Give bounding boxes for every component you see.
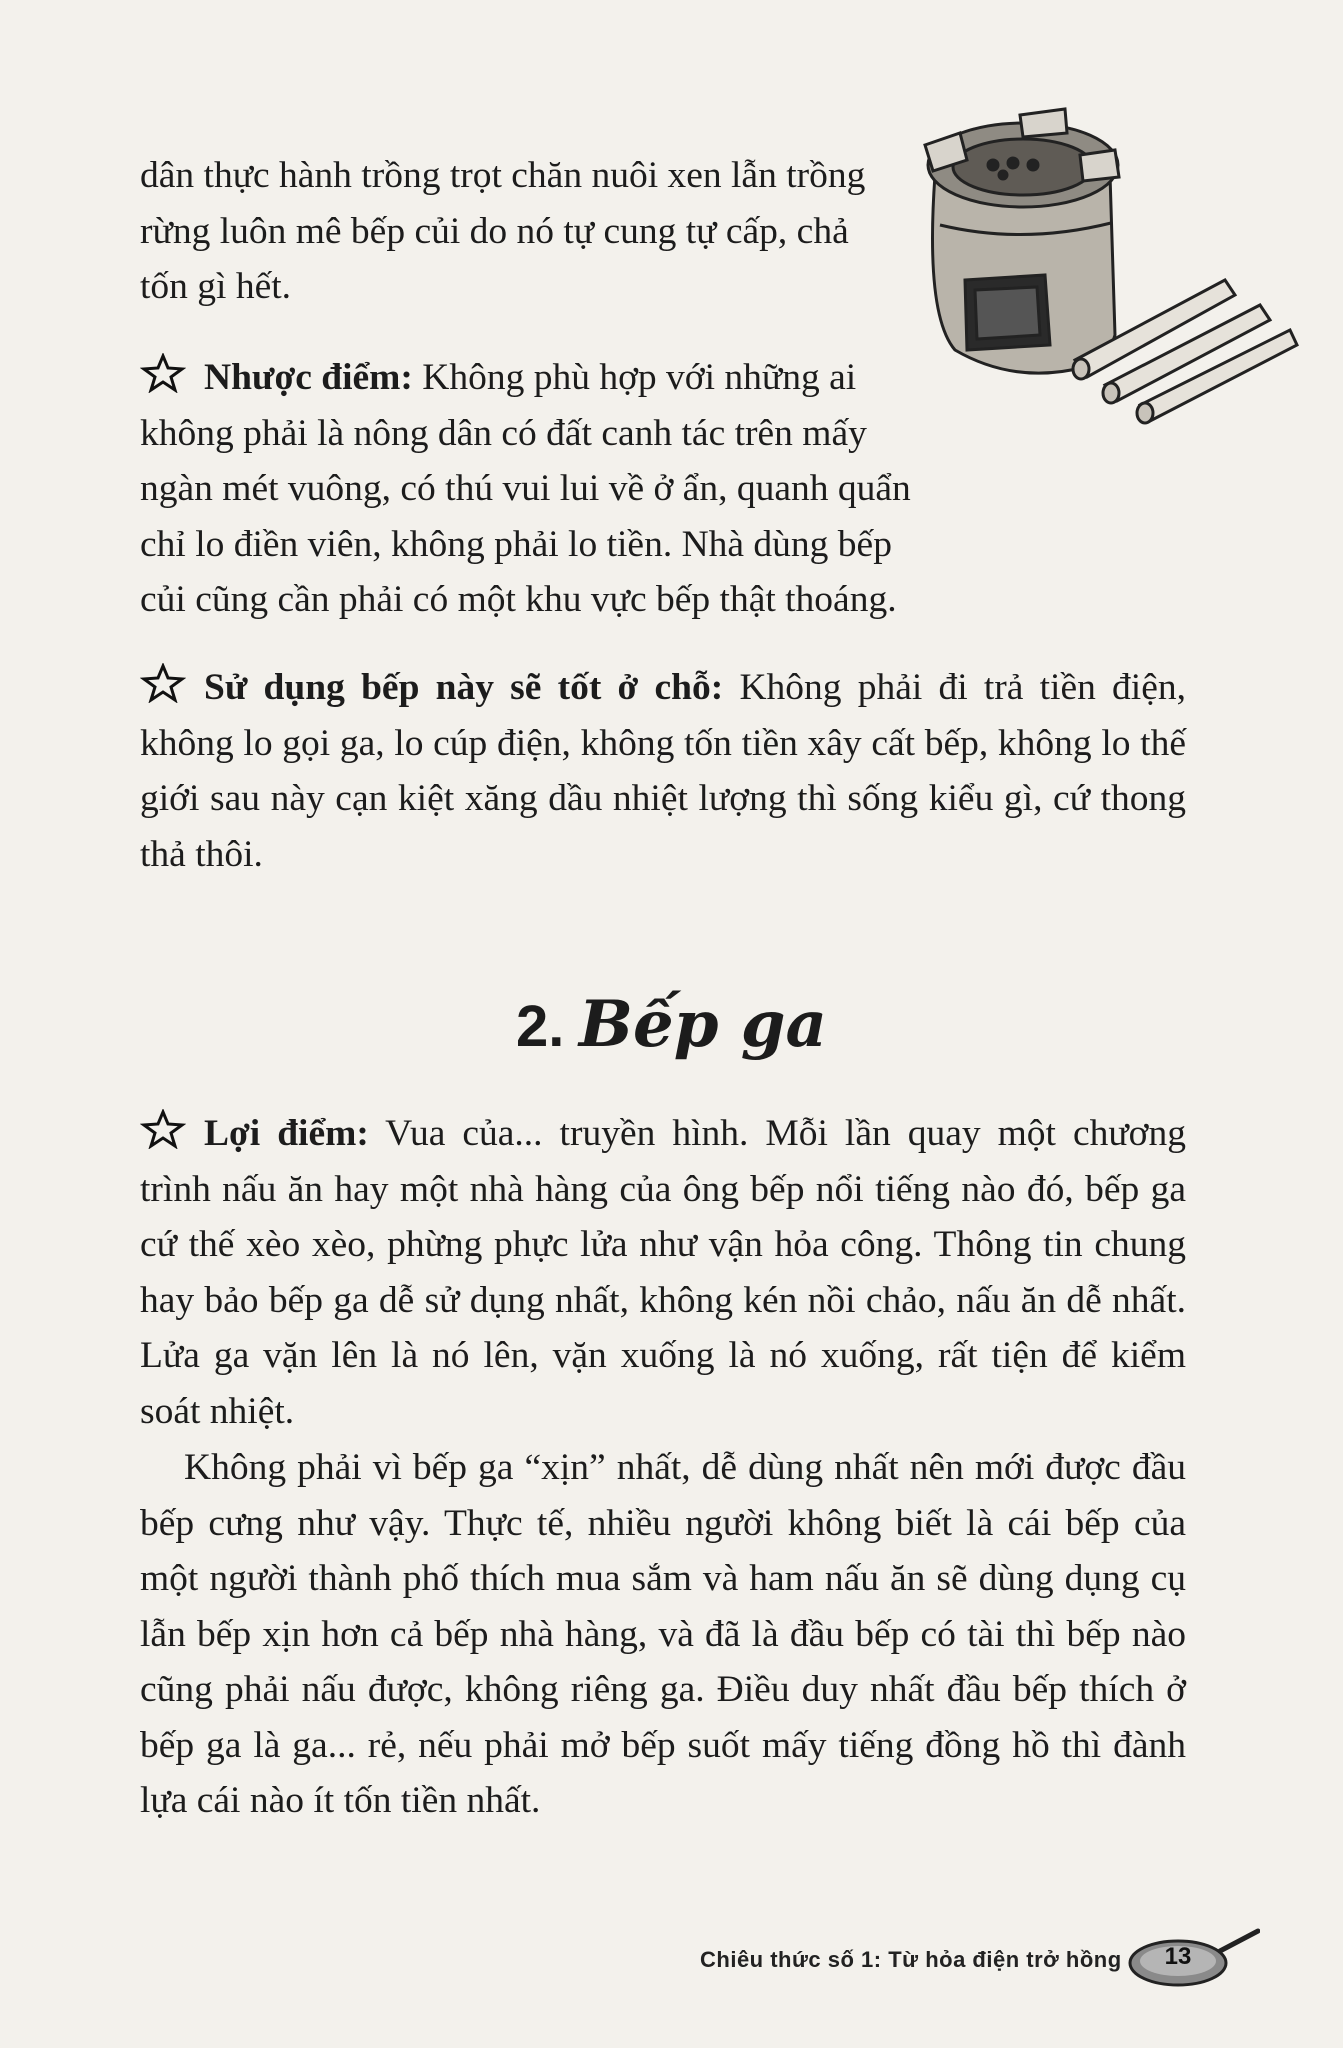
drawback-paragraph bbox=[140, 350, 940, 628]
intro-paragraph: dân thực hành trồng trọt chăn nuôi xen lẫn trồng rừng luôn mê bếp củi do nó tự cung tự cấp, chả tốn gì hết. bbox=[140, 155, 866, 307]
chapter-title: Chiêu thức số 1: Từ hỏa điện trở hồng bbox=[700, 1947, 1122, 1972]
star-icon bbox=[140, 663, 186, 703]
body-paragraph: Không phải vì bếp ga “xịn” nhất, dễ dùng nhất nên mới được đầu bếp cưng như vậy. Thực tế, nhiều người không biết là cái bếp của một người thành phố thích mua sắm và ham nấu ăn sẽ dùng dụng cụ lẫn bếp xịn hơn cả bếp nhà hàng, và đã là đầu bếp có tài thì bếp nào cũng phải nấu được, không riêng ga. Điều duy nhất đầu bếp thích ở bếp ga là ga... rẻ, nếu phải mở bếp suốt mấy tiếng đồng hồ thì đành lựa cái nào ít tốn tiền nhất. bbox=[140, 1447, 1186, 1821]
advantage-label: Lợi điểm: bbox=[204, 1113, 369, 1154]
drawback-text: Không phù hợp với những ai không phải là nông dân có đất canh tác trên mấy ngàn mét vuông, có thú vui lui về ở ẩn, quanh quẩn chỉ lo điền viên, không phải lo tiền. Nhà dùng bếp củi cũng cần phải có một khu vực bếp thật thoáng. bbox=[140, 357, 911, 620]
section-heading bbox=[0, 985, 1343, 1067]
good-use-paragraph bbox=[140, 660, 1186, 882]
star-icon bbox=[140, 1109, 186, 1149]
star-icon bbox=[140, 353, 186, 393]
advantage-text: Vua của... truyền hình. Mỗi lần quay một chương trình nấu ăn hay một nhà hàng của ông bếp nổi tiếng nào đó, bếp ga cứ thế xèo xèo, phừng phực lửa như vận hỏa công. Thông tin chung hay bảo bếp ga dễ sử dụng nhất, không kén nồi chảo, nấu ăn dễ nhất. Lửa ga vặn lên là nó lên, vặn xuống là nó xuống, rất tiện để kiểm soát nhiệt. bbox=[140, 1113, 1186, 1432]
drawback-label: Nhược điểm: bbox=[204, 357, 413, 398]
page-number: 13 bbox=[1164, 1943, 1192, 1970]
page-footer bbox=[700, 1925, 1260, 1995]
section-title: Bếp ga bbox=[578, 987, 827, 1062]
good-use-label: Sử dụng bếp này sẽ tốt ở chỗ: bbox=[204, 667, 724, 708]
section-number: 2. bbox=[516, 994, 565, 1059]
wood-stove-illustration bbox=[905, 105, 1305, 445]
good-use-text: Không phải đi trả tiền điện, không lo gọi ga, lo cúp điện, không tốn tiền xây cất bếp, không lo thế giới sau này cạn kiệt xăng dầu nhiệt lượng thì sống kiểu gì, cứ thong thả thôi. bbox=[140, 667, 1186, 875]
advantage-paragraph bbox=[140, 1106, 1186, 1439]
